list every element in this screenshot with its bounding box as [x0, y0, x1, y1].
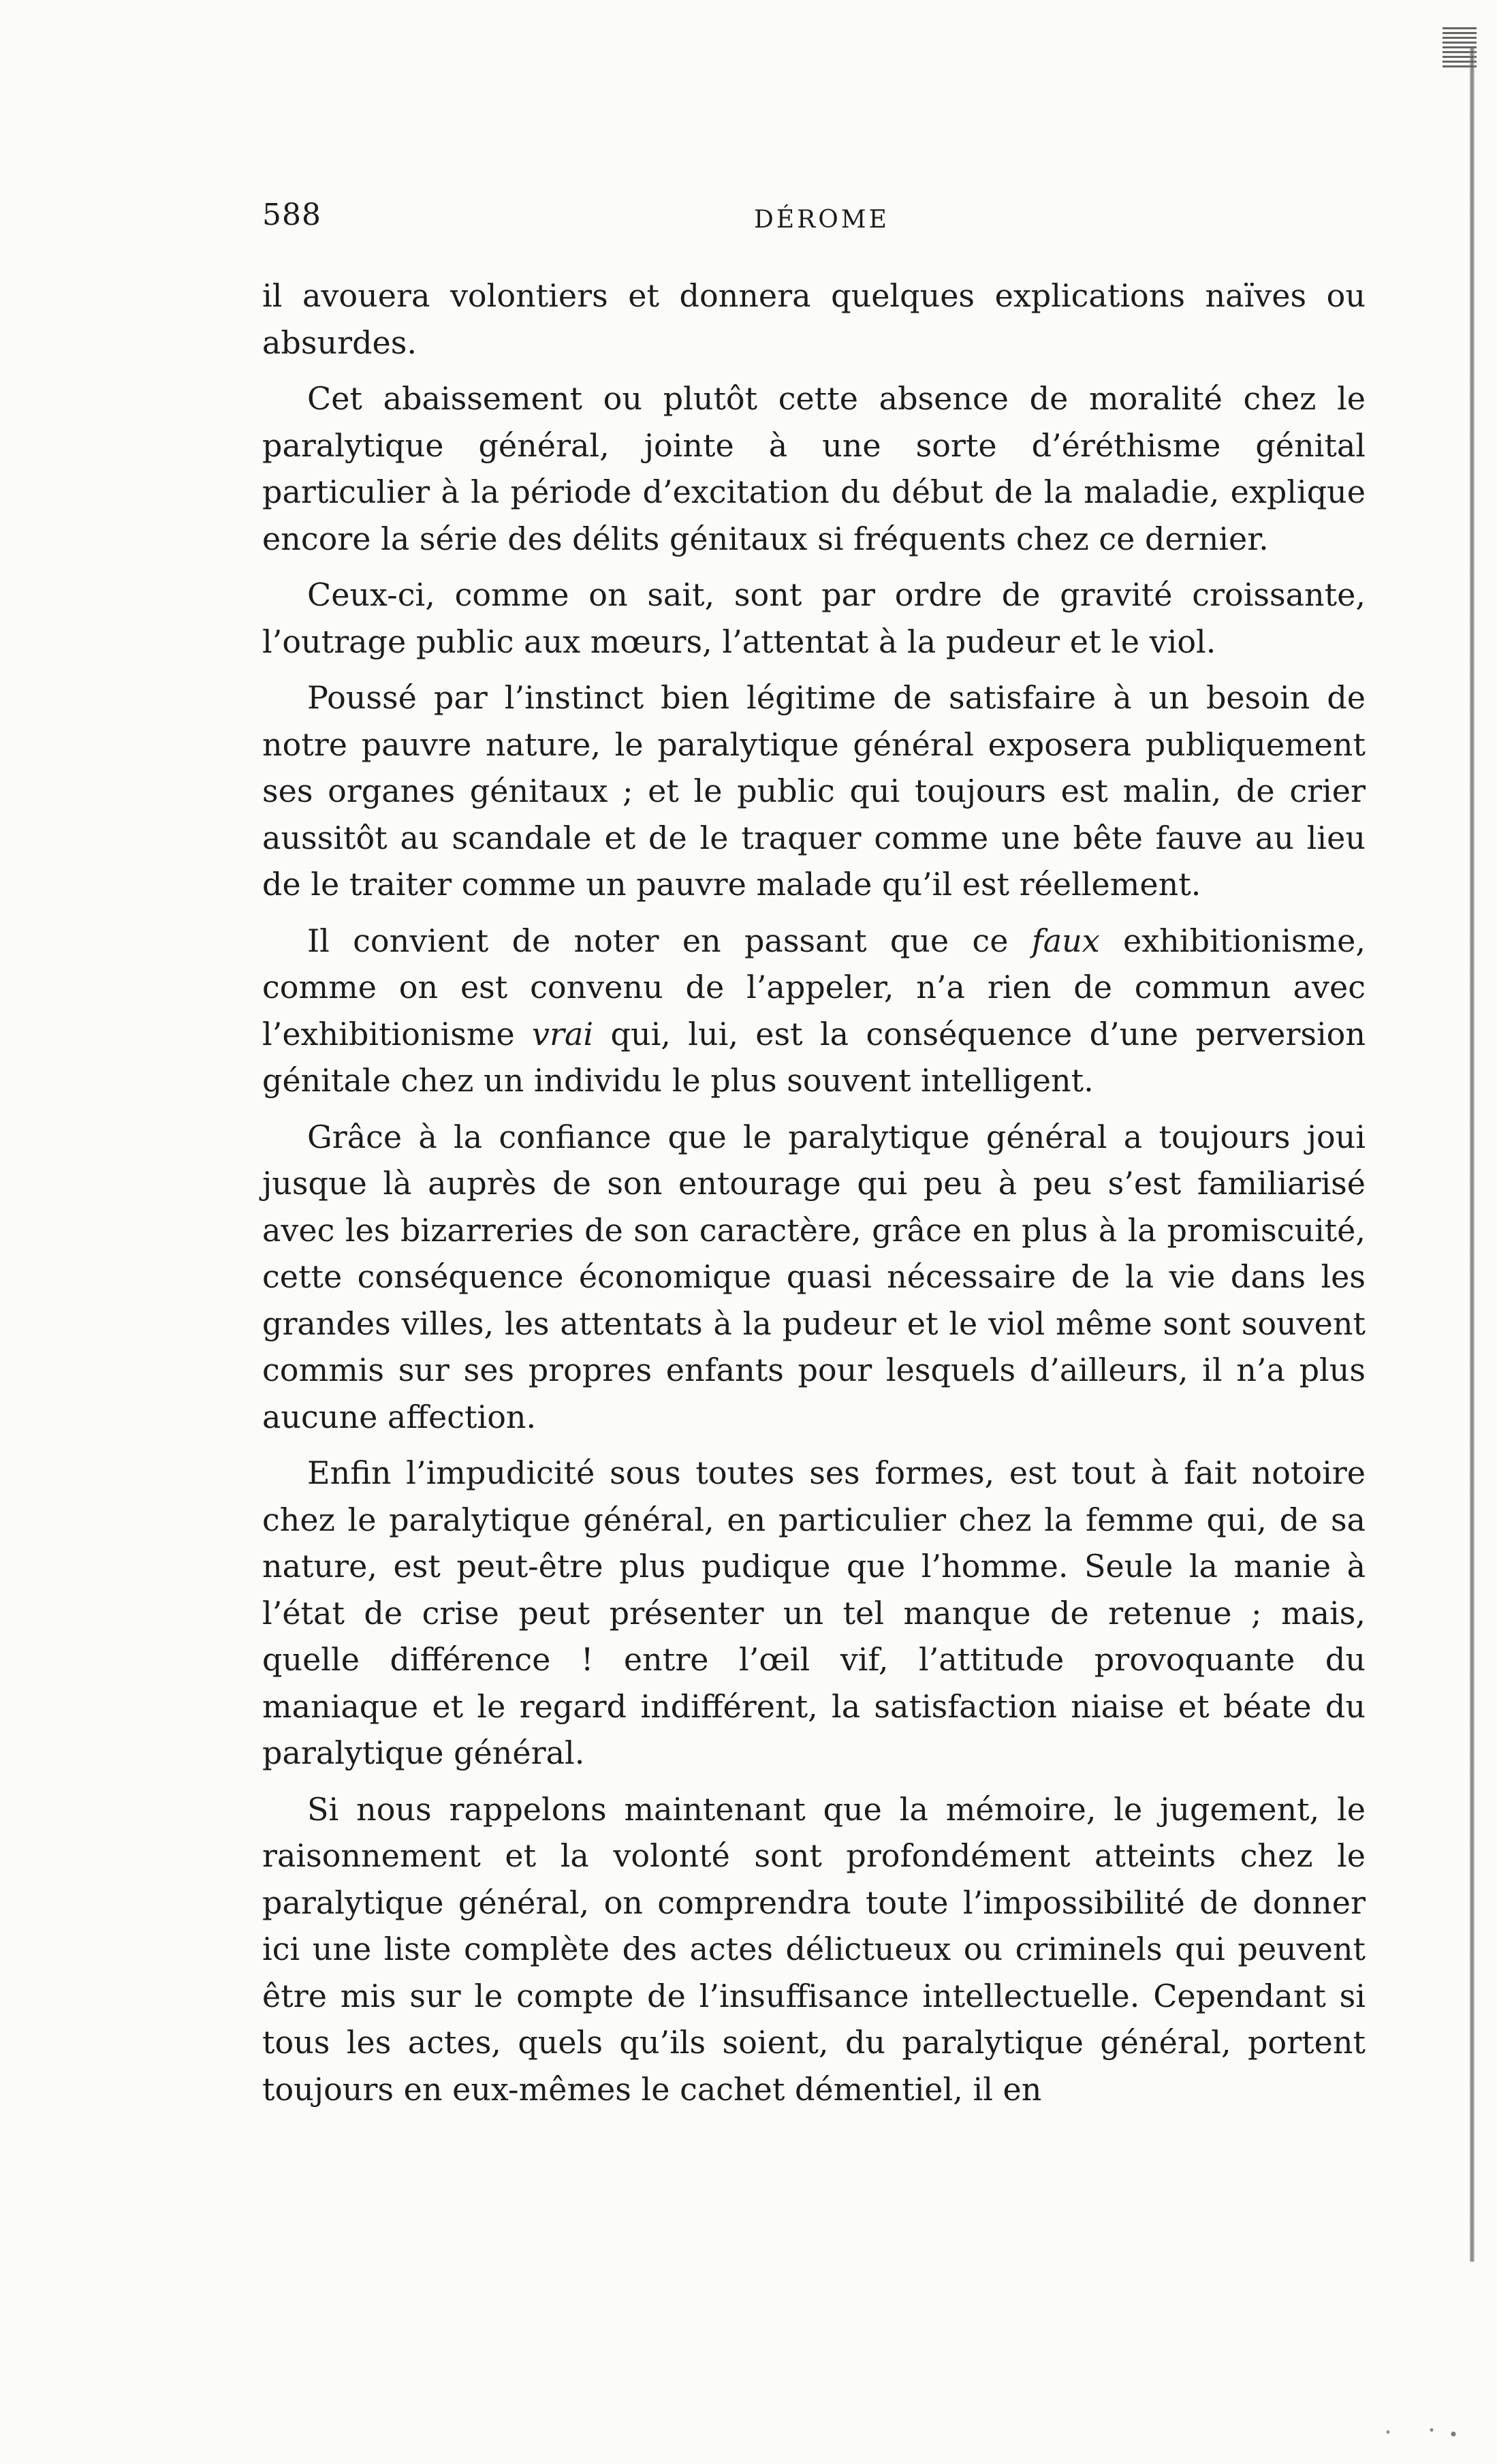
text-run: Enfin l’impudicité sous toutes ses formes, est tout à fait notoire chez le paralytique général, en particulier chez la femme qui, de sa nature, est peut-être plus pudique que l’homme. Seule la manie à l’état de crise peut présenter un tel manque de retenue ; mais, quelle différence ! entre l’œil vif, l’attitude provoquante du maniaque et le regard indifférent, la satisfaction niaise et béate du paralytique général. [262, 1454, 1366, 1771]
text-run: Grâce à la confiance que le paralytique général a toujours joui jusque là auprès de son entourage qui peu à peu s’est familiarisé avec les bizarreries de son caractère, grâce en plus à la promiscuité, cette conséquence économique quasi nécessaire de la vie dans les grandes villes, les attentats à la pudeur et le viol même sont souvent commis sur ses propres enfants pour lesquels d’ailleurs, il n’a plus aucune affection. [262, 1118, 1366, 1435]
running-title: DÉROME [754, 206, 889, 234]
paragraph [262, 674, 1366, 908]
paragraph [262, 1450, 1366, 1777]
text-run: il avouera volontiers et donnera quelques explications naïves ou absurdes. [262, 277, 1366, 361]
text-run: qui, lui, est la conséquence d’une perversion génitale chez un individu le plus souvent intelligent. [262, 1015, 1366, 1099]
italic-text: vrai [532, 1015, 594, 1052]
text-run: exhibitionisme, comme on est convenu de l’appeler, n’a rien de commun avec l’exhibitionisme [262, 922, 1366, 1052]
text-run: Si nous rappelons maintenant que la mémoire, le jugement, le raisonnement et la volonté sont profondément atteints chez le paralytique général, on comprendra toute l’impossibilité de donner ici une liste complète des actes délictueux ou criminels qui peuvent être mis sur le compte de l’insuffisance intellectuelle. Cependant si tous les actes, quels qu’ils soient, du paralytique général, portent toujours en eux-mêmes le cachet démentiel, il en [262, 1790, 1366, 2108]
body-text [262, 272, 1366, 2112]
running-head [262, 198, 1366, 252]
text-run: Poussé par l’instinct bien légitime de satisfaire à un besoin de notre pauvre nature, le paralytique général exposera publiquement ses organes génitaux ; et le public qui toujours est malin, de crier aussitôt au scandale et de le traquer comme une bête fauve au lieu de le traiter comme un pauvre malade qu’il est réellement. [262, 679, 1366, 903]
paragraph [262, 272, 1366, 366]
page [262, 198, 1366, 2122]
paragraph [262, 375, 1366, 562]
paragraph [262, 1786, 1366, 2113]
scan-specks [1355, 2422, 1464, 2442]
page-edge-shadow [1470, 48, 1475, 2262]
paragraph [262, 1114, 1366, 1441]
paragraph [262, 918, 1366, 1104]
text-run: Cet abaissement ou plutôt cette absence de moralité chez le paralytique général, jointe à une sorte d’éréthisme génital particulier à la période d’excitation du début de la maladie, explique encore la série des délits génitaux si fréquents chez ce dernier. [262, 380, 1366, 557]
text-run: Il convient de noter en passant que ce [307, 922, 1032, 959]
paragraph [262, 572, 1366, 665]
text-run: Ceux-ci, comme on sait, sont par ordre de gravité croissante, l’outrage public aux mœurs, l’attentat à la pudeur et le viol. [262, 576, 1366, 660]
italic-text: faux [1031, 922, 1100, 959]
page-number: 588 [262, 198, 321, 232]
